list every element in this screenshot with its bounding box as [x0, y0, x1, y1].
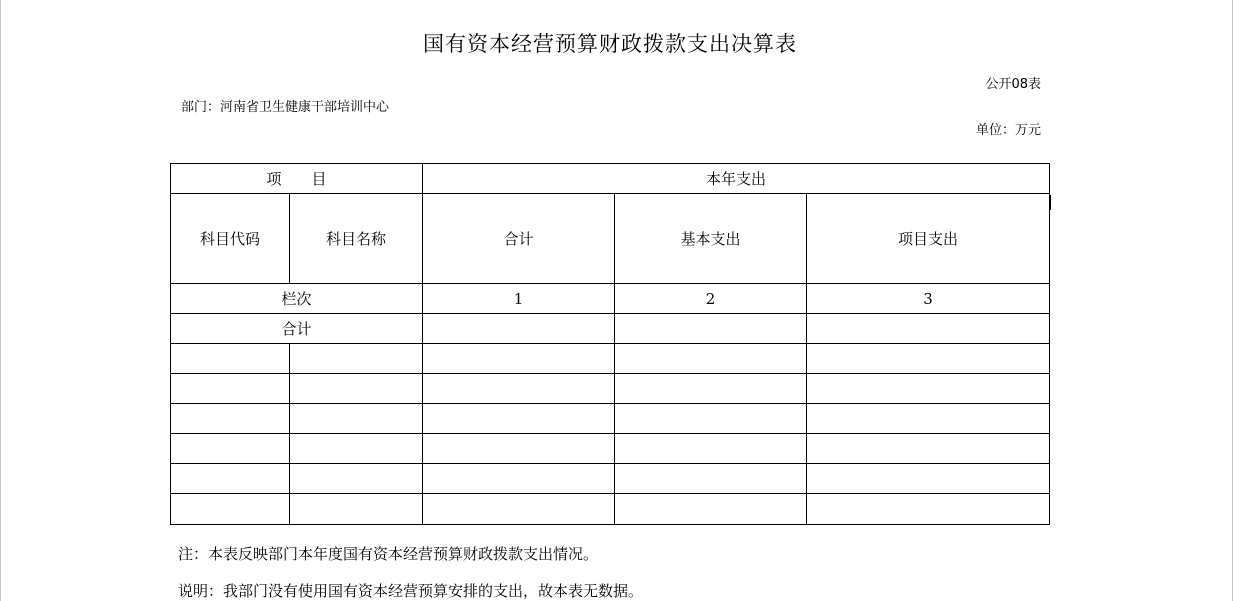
table-cell [171, 374, 290, 404]
table-cell [807, 344, 1050, 374]
table-cell [171, 404, 290, 434]
column-number-3: 3 [807, 284, 1050, 314]
form-number: 公开08表 [985, 77, 1041, 92]
table-cell [290, 494, 423, 525]
table-row [171, 344, 1050, 374]
table-note: 注：本表反映部门本年度国有资本经营预算财政拨款支出情况。 [178, 545, 599, 563]
table-cell [615, 404, 807, 434]
table-cell [290, 374, 423, 404]
table-row [171, 374, 1050, 404]
table-row [171, 434, 1050, 464]
unit-label: 单位：万元 [975, 123, 1041, 138]
table-cell [807, 374, 1050, 404]
header-item: 项 目 [171, 164, 423, 194]
table-row [171, 494, 1050, 525]
table-cell [807, 464, 1050, 494]
table-cell [423, 374, 615, 404]
table-cell [290, 434, 423, 464]
total-row [171, 314, 1050, 344]
document-title: 国有资本经营预算财政拨款支出决算表 [423, 32, 797, 56]
column-number-1: 1 [423, 284, 615, 314]
table-cell [290, 464, 423, 494]
table-cell [290, 404, 423, 434]
table-row [171, 404, 1050, 434]
table-header-row [171, 164, 1050, 194]
table-cell [171, 464, 290, 494]
table-cell [423, 494, 615, 525]
table-subheader-row [171, 194, 1050, 284]
table-cell [171, 434, 290, 464]
total-row-label: 合计 [171, 314, 423, 344]
total-cell [423, 314, 615, 344]
column-number-row [171, 284, 1050, 314]
table-cell [807, 494, 1050, 525]
table-cell [615, 434, 807, 464]
table-cell [171, 344, 290, 374]
table-cell [807, 404, 1050, 434]
header-current-year: 本年支出 [423, 164, 1050, 194]
page-right-edge [1232, 0, 1233, 601]
total-cell [615, 314, 807, 344]
table-cell [171, 494, 290, 525]
table-cell [615, 494, 807, 525]
table-cell [423, 344, 615, 374]
table-cell [423, 464, 615, 494]
table-cell [615, 464, 807, 494]
col-subject-name: 科目名称 [290, 194, 423, 284]
column-number-2: 2 [615, 284, 807, 314]
col-basic-expenditure: 基本支出 [615, 194, 807, 284]
page-left-edge [0, 0, 1, 601]
expenditure-table [170, 163, 1050, 525]
table-cell [615, 374, 807, 404]
table-row [171, 464, 1050, 494]
table-cell [423, 404, 615, 434]
col-subject-code: 科目代码 [171, 194, 290, 284]
department-label: 部门：河南省卫生健康干部培训中心 [181, 100, 390, 115]
col-project-expenditure: 项目支出 [807, 194, 1050, 284]
col-total: 合计 [423, 194, 615, 284]
table-cell [807, 434, 1050, 464]
table-cell [423, 434, 615, 464]
table-cell [290, 344, 423, 374]
column-number-label: 栏次 [171, 284, 423, 314]
table-cell [615, 344, 807, 374]
total-cell [807, 314, 1050, 344]
table-explanation: 说明：我部门没有使用国有资本经营预算安排的支出，故本表无数据。 [178, 582, 644, 600]
